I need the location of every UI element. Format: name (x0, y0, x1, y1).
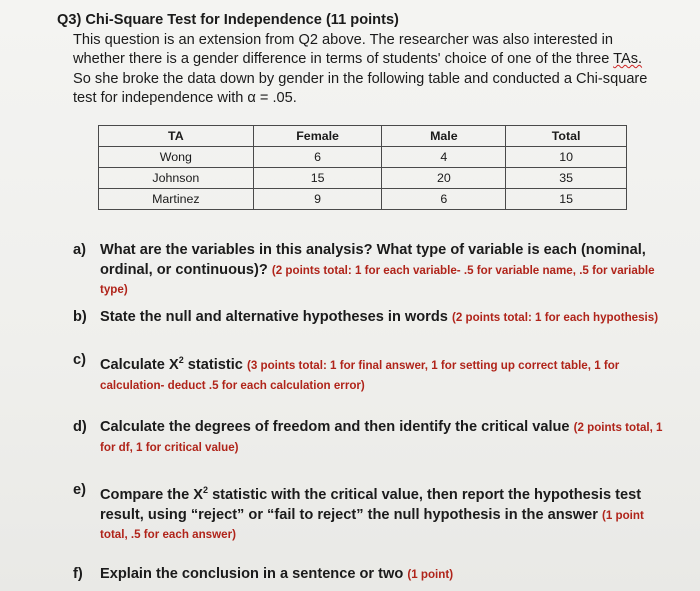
column-header-ta: TA (99, 126, 254, 147)
question-a-text: What are the variables in this analysis? What type of variable is each (nominal, ordinal, or continuous)? (100, 242, 646, 278)
column-header-total: Total (506, 126, 627, 147)
table-row (99, 189, 627, 210)
table-cell: Martinez (99, 189, 254, 210)
table-cell: 15 (506, 189, 627, 210)
question-d-body (100, 418, 673, 457)
intro-line-2 (73, 50, 677, 70)
question-title: Q3) Chi-Square Test for Independence (11 points) (57, 12, 399, 28)
question-f-text: Explain the conclusion in a sentence or two (100, 566, 408, 582)
column-header-male: Male (382, 126, 506, 147)
question-a-body (100, 241, 673, 300)
contingency-table (98, 125, 627, 210)
table-cell: Wong (99, 147, 254, 168)
table-cell: 6 (382, 189, 506, 210)
intro-line-4: test for independence with α = .05. (73, 90, 297, 106)
column-header-female: Female (253, 126, 382, 147)
intro-line-1: This question is an extension from Q2 above. The researcher was also interested in (73, 31, 613, 48)
table-cell: 10 (506, 147, 627, 168)
question-intro (57, 31, 677, 109)
question-c-superscript: 2 (178, 355, 184, 365)
question-c-text-post: statistic (183, 357, 247, 373)
question-b-points: (2 points total: 1 for each hypothesis) (451, 311, 659, 324)
table-header-row (99, 126, 627, 147)
question-d-points: (2 points total, 1 for df, 1 for critical value) (100, 421, 663, 454)
question-f-body (100, 565, 673, 585)
question-b-body (100, 308, 673, 328)
question-d-text: Calculate the degrees of freedom and then identify the critical value (100, 419, 574, 435)
question-c-body (100, 351, 673, 395)
question-f-points: (1 point) (407, 568, 454, 581)
table-cell: 15 (253, 168, 382, 189)
question-e-letter: e) (73, 482, 86, 498)
question-header (57, 11, 677, 109)
question-b (73, 308, 673, 328)
table-cell: Johnson (99, 168, 254, 189)
question-f-letter: f) (73, 566, 83, 582)
intro-line-2-text: whether there is a gender difference in terms of students' choice of one of the three (73, 51, 614, 67)
question-e-points: (1 point total, .5 for each answer) (100, 508, 644, 541)
intro-line-2-tas: TAs. (613, 51, 643, 67)
question-c-text-pre: Calculate X (100, 357, 179, 373)
question-a-points: (2 points total: 1 for each variable- .5 for variable name, .5 for variable type) (100, 263, 655, 296)
question-e-superscript: 2 (203, 485, 209, 495)
question-b-letter: b) (73, 309, 87, 325)
table-cell: 6 (253, 147, 382, 168)
intro-line-3: So she broke the data down by gender in the following table and conducted a Chi-square (73, 70, 648, 87)
question-f (73, 565, 673, 585)
table-cell: 20 (382, 168, 506, 189)
question-d-letter: d) (73, 419, 87, 435)
question-e (73, 481, 673, 545)
table-cell: 9 (253, 189, 382, 210)
table-cell: 35 (506, 168, 627, 189)
question-c-letter: c) (73, 352, 86, 368)
question-c-points: (3 points total: 1 for final answer, 1 for setting up correct table, 1 for calculation- deduct .5 for each calculation error) (100, 359, 620, 392)
question-c (73, 351, 673, 395)
question-d (73, 418, 673, 457)
table-row (99, 168, 627, 189)
table-row (99, 147, 627, 168)
question-e-body (100, 481, 673, 545)
question-b-text: State the null and alternative hypotheses in words (100, 309, 452, 325)
question-e-text-post: statistic with the critical value, then report the hypothesis test result, using “reject” or “fail to reject” the null hypothesis in the answer (100, 487, 642, 523)
table-cell: 4 (382, 147, 506, 168)
question-e-text-pre: Compare the X (100, 487, 203, 503)
question-a (73, 241, 673, 300)
question-a-letter: a) (73, 242, 86, 258)
